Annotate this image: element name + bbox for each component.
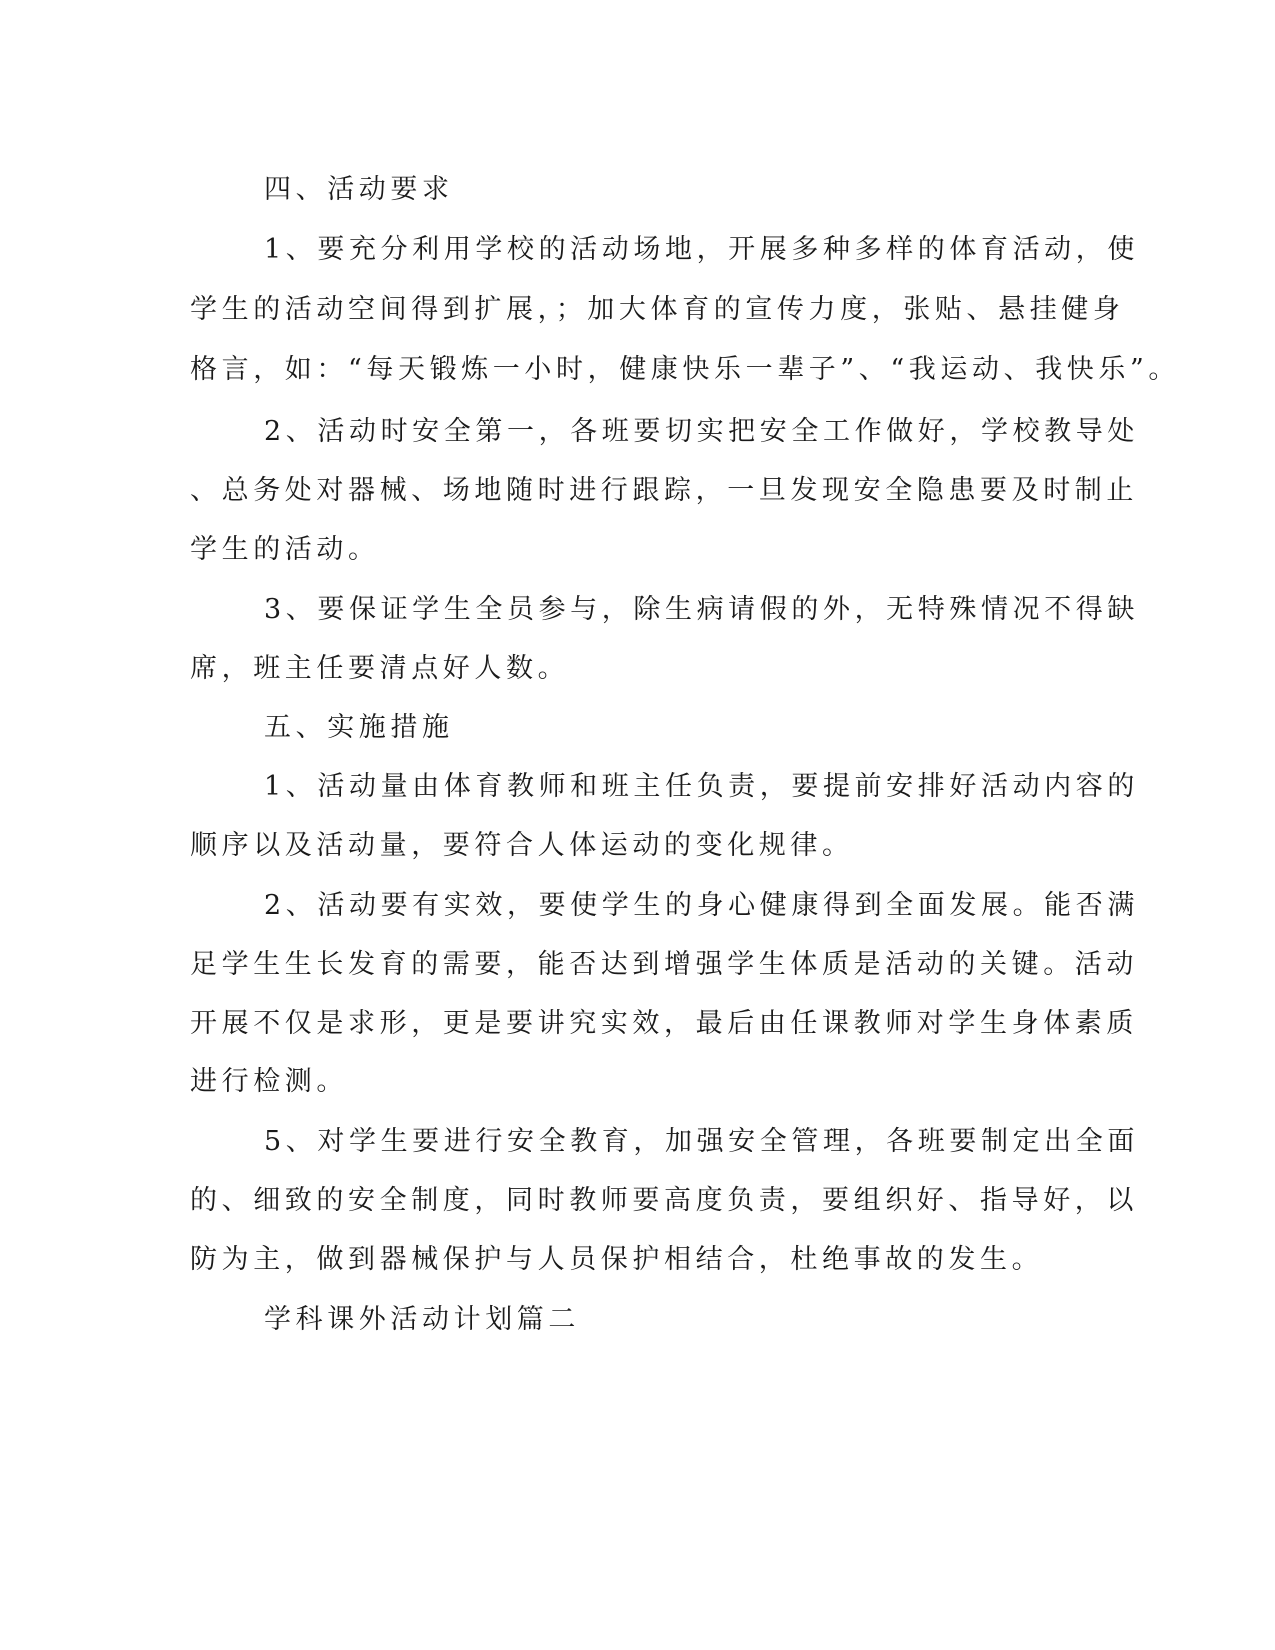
paragraph-line: 5、对学生要进行安全教育，加强安全管理，各班要制定出全面 [264,1126,1139,1157]
paragraph-line: 防为主，做到器械保护与人员保护相结合，杜绝事故的发生。 [190,1244,1044,1275]
paragraph-line: 学生的活动空间得到扩展，；加大体育的宣传力度，张贴、悬挂健身 [190,294,1125,325]
section-heading-requirements: 四、活动要求 [264,174,454,205]
paragraph-line: 进行检测。 [190,1066,348,1097]
paragraph-line: 2、活动要有实效，要使学生的身心健康得到全面发展。能否满 [264,890,1139,921]
paragraph-line: 3、要保证学生全员参与，除生病请假的外，无特殊情况不得缺 [264,594,1139,625]
paragraph-line: 席，班主任要清点好人数。 [190,653,570,684]
section-heading-measures: 五、实施措施 [264,712,454,743]
section-heading-part-two: 学科课外活动计划篇二 [264,1304,580,1335]
paragraph-line: 、总务处对器械、场地随时进行跟踪，一旦发现安全隐患要及时制止 [190,475,1138,506]
paragraph-line: 顺序以及活动量，要符合人体运动的变化规律。 [190,830,854,861]
paragraph-line: 学生的活动。 [190,534,380,565]
paragraph-line: 格言，如：“每天锻炼一小时，健康快乐一辈子”、“我运动、我快乐”。 [190,354,1181,385]
paragraph-line: 开展不仅是求形，更是要讲究实效，最后由任课教师对学生身体素质 [190,1008,1138,1039]
paragraph-line: 2、活动时安全第一，各班要切实把安全工作做好，学校教导处 [264,416,1139,447]
paragraph-line: 1、活动量由体育教师和班主任负责，要提前安排好活动内容的 [264,771,1139,802]
paragraph-line: 1、要充分利用学校的活动场地，开展多种多样的体育活动，使 [264,234,1139,265]
paragraph-line: 足学生生长发育的需要，能否达到增强学生体质是活动的关键。活动 [190,949,1138,980]
paragraph-line: 的、细致的安全制度，同时教师要高度负责，要组织好、指导好，以 [190,1185,1138,1216]
